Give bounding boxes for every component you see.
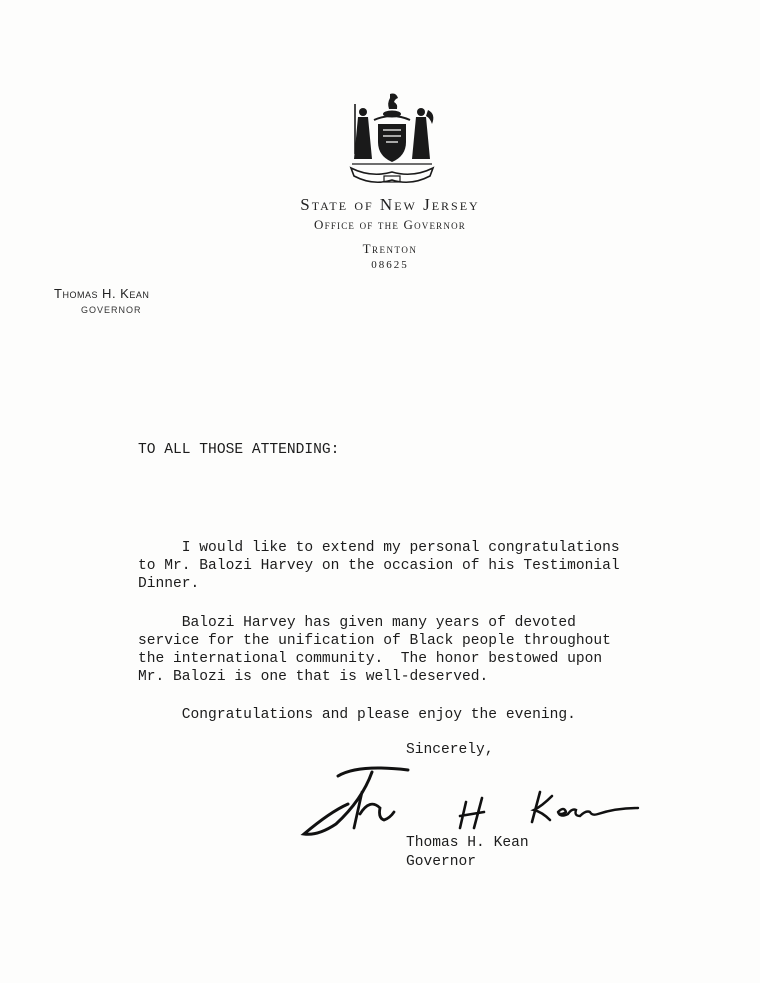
paragraph-service: Balozi Harvey has given many years of devoted service for the unification of Black people throughout the international community. The honor bestowed upon Mr. Balozi is one that is well-deserved. — [138, 615, 611, 685]
letterhead-office: Office of the Governor — [314, 217, 466, 232]
salutation: TO ALL THOSE ATTENDING: — [138, 442, 340, 458]
letterhead-zip: 08625 — [371, 259, 409, 271]
new-jersey-state-seal-icon — [346, 90, 438, 188]
handwritten-signature — [300, 762, 645, 840]
signer-title: Governor — [406, 854, 477, 870]
sender-title: GOVERNOR — [81, 305, 142, 315]
letterhead-city: Trenton — [362, 241, 418, 256]
letterhead-state: State of New Jersey — [300, 195, 480, 214]
closing: Sincerely, — [406, 742, 494, 758]
paragraph-closing-wish: Congratulations and please enjoy the evening. — [138, 707, 576, 723]
paragraph-congratulations: I would like to extend my personal congratulations to Mr. Balozi Harvey on the occasion of his Testimonial Dinner. — [138, 540, 620, 592]
sender-name: Thomas H. Kean — [54, 286, 150, 301]
signer-name: Thomas H. Kean — [406, 835, 529, 851]
